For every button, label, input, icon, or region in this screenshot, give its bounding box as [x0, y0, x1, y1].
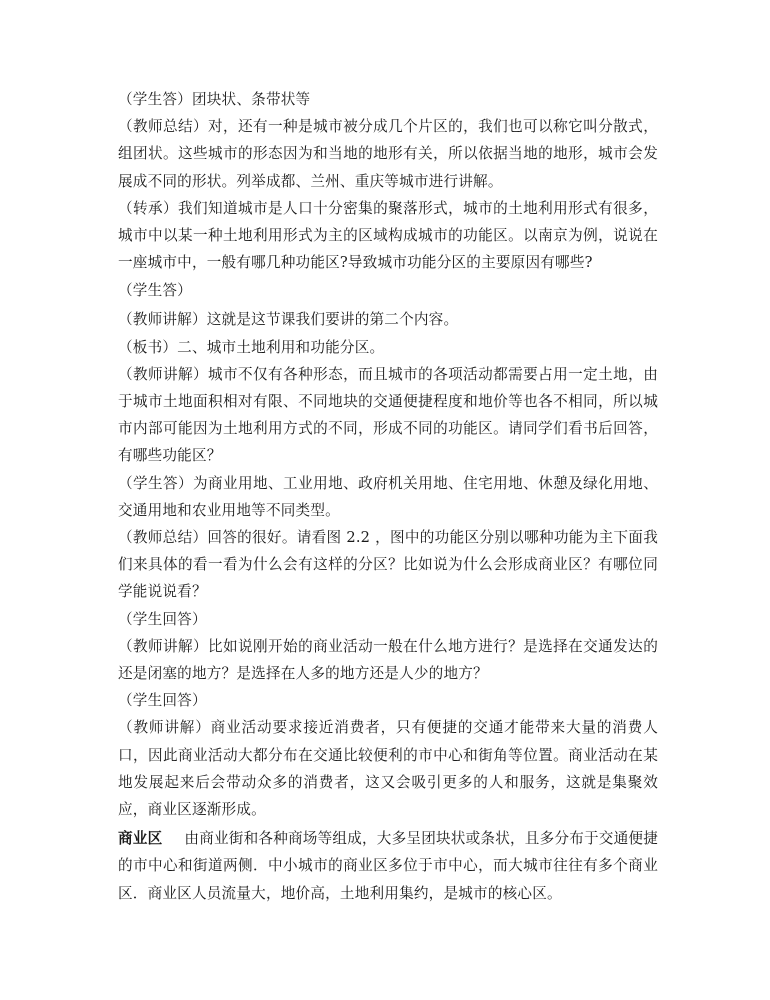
paragraph-teacher-intro-topic: （教师讲解）这就是这节课我们要讲的第二个内容。 — [118, 311, 459, 329]
paragraph-student-answer-shapes: （学生答）团块状、条带状等 — [118, 91, 311, 108]
paragraph-teacher-commerce-question: （教师讲解）比如说刚开始的商业活动一般在什么地方进行？是选择在交通发达的还是闭塞的地方？是选择在人多的地方还是人少的地方？ — [118, 637, 658, 683]
paragraph-student-reply-2: （学生回答） — [118, 692, 207, 710]
paragraph-teacher-figure-question: （教师总结）回答的很好。请看图 2.2 ，图中的功能区分别以哪种功能为主下面我们来具体的看一看为什么会有这样的分区？比如说为什么会形成商业区？有哪位同学能说说看？ — [118, 529, 658, 601]
paragraph-student-answer: （学生答） — [118, 282, 192, 300]
definition-term: 商业区 — [118, 830, 163, 848]
paragraph-teacher-agglomeration: （教师讲解）商业活动要求接近消费者，只有便捷的交通才能带来大量的消费人口，因此商业活动大都分布在交通比较便利的市中心和街角等位置。商业活动在某地发展起来后会带动众多的消费者，这又会吸引更多的人和服务，这就是集聚效应，商业区逐渐形成。 — [118, 719, 658, 819]
paragraph-transition-question: （转承）我们知道城市是人口十分密集的聚落形式，城市的土地利用形式有很多，城市中以某一种土地利用形式为主的区域构成城市的功能区。以南京为例，说说在一座城市中，一般有哪几种功能区?导致城市功能分区的主要原因有哪些? — [118, 199, 658, 272]
paragraph-teacher-land-use: （教师讲解）城市不仅有各种形态，而且城市的各项活动都需要占用一定土地，由于城市土地面积相对有限、不同地块的交通便捷程度和地价等也各不相同，所以城市内部可能因为土地利用方式的不同，形成不同的功能区。请同学们看书后回答，有哪些功能区？ — [118, 365, 658, 465]
paragraph-student-land-types: （学生答）为商业用地、工业用地、政府机关用地、住宅用地、休憩及绿化用地、交通用地和农业用地等不同类型。 — [118, 474, 658, 519]
paragraph-student-reply-1: （学生回答） — [118, 610, 207, 628]
paragraph-teacher-summary-forms: （教师总结）对，还有一种是城市被分成几个片区的，我们也可以称它叫分散式，组团状。这些城市的形态因为和当地的地形有关，所以依据当地的地形，城市会发展成不同的形状。列举成都、兰州、重庆等城市进行讲解。 — [118, 118, 658, 190]
definition-commercial-district — [118, 825, 658, 907]
lesson-text — [118, 86, 658, 907]
definition-text: 由商业街和各种商场等组成，大多呈团块状或条状，且多分布于交通便捷的市中心和街道两侧．中小城市的商业区多位于市中心，而大城市往往有多个商业区．商业区人员流量大，地价高，土地利用集约，是城市的核心区。 — [118, 830, 658, 902]
paragraph-board-heading: （板书）二、城市土地利用和功能分区。 — [118, 338, 385, 356]
